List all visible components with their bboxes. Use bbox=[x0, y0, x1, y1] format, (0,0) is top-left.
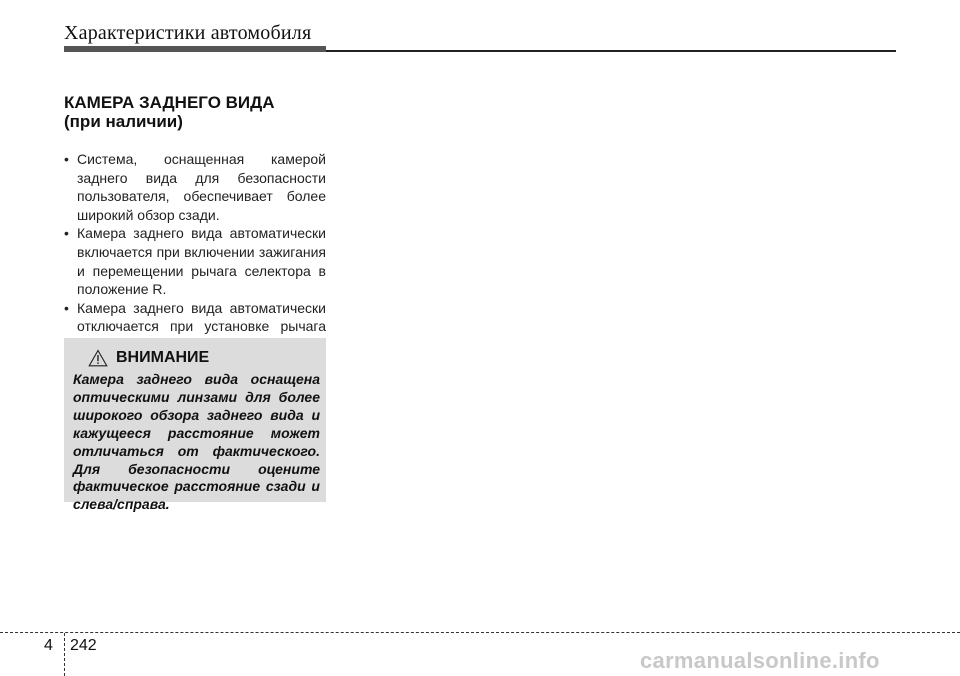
chapter-title: Характеристики автомобиля bbox=[64, 22, 312, 44]
bullet-icon: • bbox=[64, 225, 69, 242]
chapter-number: 4 bbox=[44, 637, 53, 654]
watermark: carmanualsonline.info bbox=[640, 648, 880, 673]
list-item-text: Камера заднего вида автоматически включается при включении зажигания и перемещении рычага селектора в положение R. bbox=[77, 225, 326, 298]
warning-box bbox=[64, 338, 326, 513]
list-item bbox=[64, 150, 326, 224]
section-title-main: КАМЕРА ЗАДНЕГО ВИДА bbox=[64, 93, 275, 112]
list-item-text: Система, оснащенная камерой заднего вида для безопасности пользователя, обеспечивает более широкий обзор сзади. bbox=[77, 151, 326, 223]
warning-heading bbox=[88, 348, 209, 368]
footer-rule bbox=[0, 632, 960, 633]
bullet-icon: • bbox=[64, 299, 69, 316]
warning-triangle-icon bbox=[88, 349, 108, 367]
bullet-icon: • bbox=[64, 151, 69, 167]
footer-divider bbox=[64, 633, 65, 676]
page-number: 242 bbox=[70, 637, 97, 654]
section-title bbox=[64, 93, 334, 131]
bullet-list bbox=[64, 150, 326, 355]
warning-label: ВНИМАНИЕ bbox=[116, 349, 210, 366]
warning-text: Камера заднего вида оснащена оптическими линзами для более широкого обзора заднего вида и кажущееся расстояние может отличаться от фактического. Для безопасности оцените фактическое расстояние сзади и слева/справа. bbox=[73, 371, 320, 513]
header-rule-accent bbox=[64, 46, 326, 52]
list-item bbox=[64, 224, 326, 298]
section-title-sub: (при наличии) bbox=[64, 112, 183, 131]
header-rule bbox=[326, 50, 896, 52]
list-item-text: Камера заднего вида автоматически отключается при установке рычага bbox=[77, 299, 326, 335]
